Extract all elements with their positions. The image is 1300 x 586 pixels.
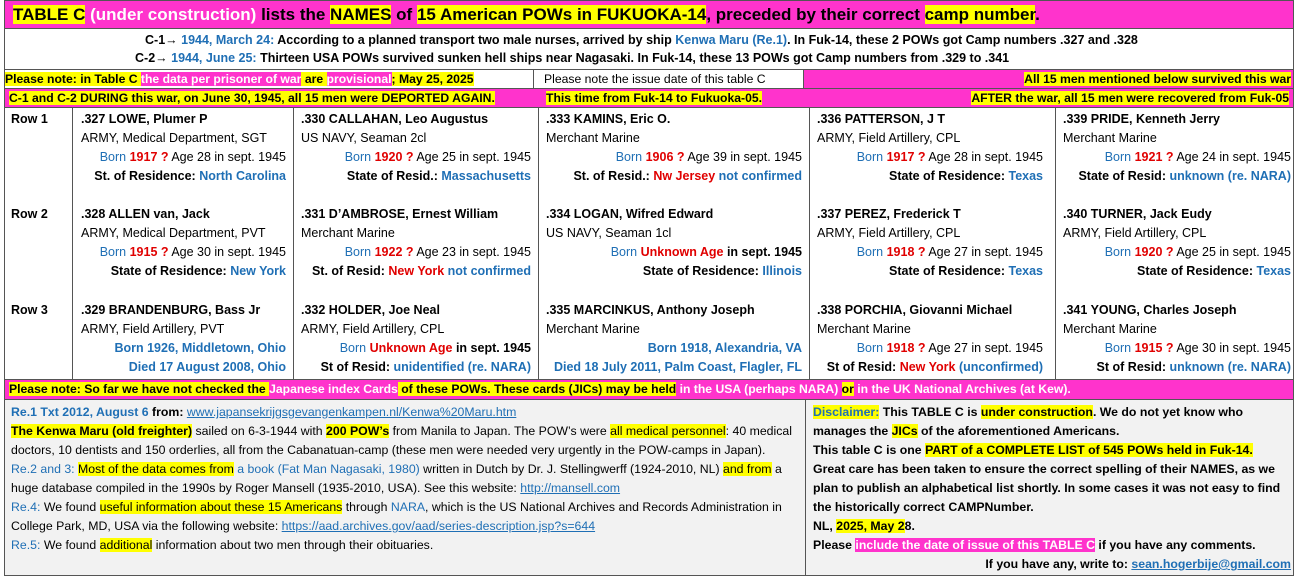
pow-residence: unidentified (re. NARA) — [393, 360, 531, 374]
pow-residence-line — [889, 262, 1043, 281]
pow-cell — [301, 205, 531, 285]
pow-cell — [817, 110, 1043, 190]
pow-born-year: 1917 ? — [886, 150, 926, 164]
ref-label: Re.1 Txt 2012, August 6 — [11, 405, 149, 419]
pow-name: .336 PATTERSON, J T — [817, 112, 946, 126]
pow-residence: Illinois — [762, 264, 802, 278]
pow-name: .340 TURNER, Jack Eudy — [1063, 207, 1212, 221]
pow-born-year: 1922 ? — [374, 245, 414, 259]
pow-cell — [546, 110, 802, 190]
intro-c1 — [145, 31, 1293, 49]
jic-text: Japanese index Cards — [269, 382, 398, 396]
ref-1b — [11, 422, 801, 460]
disclaimer-3 — [813, 460, 1291, 517]
row-label: Row 2 — [11, 207, 48, 221]
pow-residence-line — [643, 262, 802, 281]
pow-residence-label: State of Residence: — [889, 169, 1009, 183]
pow-unit: Merchant Marine — [546, 322, 640, 336]
pow-unit-line — [546, 224, 671, 243]
table-c-document — [4, 0, 1294, 576]
pow-born-line — [611, 243, 802, 262]
pow-cell — [817, 301, 1043, 381]
disclaimer-1 — [813, 403, 1291, 441]
pow-cell — [546, 301, 802, 381]
disclaimer — [813, 403, 1291, 574]
email-link[interactable]: sean.hogerbije@gmail.com — [1131, 557, 1291, 571]
deported-note: C-1 and C-2 DURING this war, on June 30, 1945, all 15 men were DEPORTED AGAIN. — [9, 91, 495, 105]
disclaimer-text: if you have any comments. — [1095, 538, 1256, 552]
title-names: NAMES — [330, 5, 392, 24]
pow-name: .332 HOLDER, Joe Neal — [301, 303, 440, 317]
ref-text: information about two men through their obituaries. — [152, 538, 434, 552]
disclaimer-text: include the date of issue of this TABLE C — [855, 538, 1095, 552]
pow-unit: ARMY, Field Artillery, CPL — [817, 226, 961, 240]
pow-born-year: 1906 ? — [645, 150, 685, 164]
note-text: provisional — [326, 72, 392, 86]
pow-cell — [81, 110, 286, 190]
pow-name: .338 PORCHIA, Giovanni Michael — [817, 303, 1013, 317]
page-title — [4, 0, 1294, 29]
pow-unit-line — [1063, 224, 1206, 243]
pow-unit-line — [81, 224, 266, 243]
ref-text: written in Dutch by Dr. J. Stellingwerff (1924-2010, NL) — [419, 462, 723, 476]
pow-residence: Massachusetts — [441, 169, 531, 183]
pow-residence: Texas — [1256, 264, 1291, 278]
pow-born: Born — [344, 245, 375, 259]
pow-born: Born — [1104, 150, 1135, 164]
pow-residence-label: St. of Resid.: — [573, 169, 654, 183]
pow-residence-line — [312, 262, 531, 281]
pow-residence-label: State of Resid.: — [346, 169, 442, 183]
pow-unit-line — [817, 224, 960, 243]
ref-text: , which is the US National Archives and Records Administration in College Park, MD, USA via the following website: — [11, 500, 782, 533]
pow-age: Age 30 in sept. 1945 — [168, 245, 286, 259]
column-divider — [293, 108, 294, 379]
ref-4 — [11, 498, 801, 536]
nara-link[interactable]: https://aad.archives.gov/aad/series-description.jsp?s=644 — [281, 519, 596, 533]
pow-name: .330 CALLAHAN, Leo Augustus — [301, 112, 489, 126]
note-bar-2-mid — [546, 89, 762, 107]
pow-born: Born — [856, 341, 887, 355]
pow-age: Age 27 in sept. 1945 — [925, 245, 1043, 259]
title-under-construction: (under construction) — [85, 5, 257, 24]
pow-residence-line — [94, 167, 286, 186]
disclaimer-date: 2025, May 2 — [836, 519, 905, 533]
c1-label: C-1→ — [145, 33, 182, 47]
pow-unit: US NAVY, Seaman 2cl — [301, 131, 427, 145]
pow-unit: ARMY, Medical Department, SGT — [81, 131, 267, 145]
ref-text: We found — [40, 500, 100, 514]
pow-cell — [1063, 205, 1291, 285]
pow-name-line — [1063, 301, 1236, 320]
pow-age: in sept. 1945 — [452, 341, 531, 355]
pow-name: .328 ALLEN van, Jack — [81, 207, 210, 221]
disclaimer-text: under construction — [980, 405, 1093, 419]
pow-age: Age 28 in sept. 1945 — [168, 150, 286, 164]
ref-text: Most of the data comes from — [78, 462, 234, 476]
pow-unit: ARMY, Field Artillery, PVT — [81, 322, 225, 336]
pow-cell — [1063, 110, 1291, 190]
references — [11, 403, 801, 555]
pow-unit-line — [546, 129, 640, 148]
pow-name-line — [817, 110, 945, 129]
title-pows: 15 American POWs in FUKUOKA-14 — [416, 5, 707, 24]
pow-born: Born — [610, 245, 641, 259]
pow-residence-line — [554, 358, 802, 377]
pow-born: Born — [856, 245, 887, 259]
pow-born-year: 1918 ? — [886, 341, 926, 355]
column-divider — [538, 108, 539, 379]
ref-text: useful information about these 15 Americans — [99, 500, 343, 514]
ref-text: a huge database compiled in the 1990s by Roger Mansell (1935-2010, USA). See this website: — [11, 462, 782, 495]
pow-residence-label: State of Residence: — [642, 264, 763, 278]
jic-note-bar — [4, 380, 1294, 400]
pow-age: Age 39 in sept. 1945 — [684, 150, 802, 164]
intro-c2 — [135, 49, 1293, 67]
pow-unit-line — [81, 129, 267, 148]
ref-text: from Manila to Japan. The POW’s were — [389, 424, 611, 438]
note-bar-2-left — [9, 89, 495, 107]
pow-age: Age 24 in sept. 1945 — [1173, 150, 1291, 164]
pow-name: .339 PRIDE, Kenneth Jerry — [1063, 112, 1221, 126]
note-bar-1-right — [803, 70, 1293, 88]
jic-text: or — [841, 382, 854, 396]
pow-name-line — [817, 205, 961, 224]
pow-residence-line — [1137, 262, 1291, 281]
pow-born-line — [1105, 243, 1291, 262]
disclaimer-text: JICs — [891, 424, 918, 438]
pow-residence: North Carolina — [199, 169, 286, 183]
pow-unit: Merchant Marine — [546, 131, 640, 145]
pow-unit-line — [81, 320, 224, 339]
pow-born-line — [1105, 339, 1291, 358]
pow-born-line — [100, 243, 286, 262]
c1-tail: . In Fuk-14, these 2 POWs got Camp numbers .327 and .328 — [787, 33, 1138, 47]
pow-residence: Died 18 July 2011, Palm Coast, Flagler, FL — [553, 360, 802, 374]
pow-residence-note: not confirmed — [715, 169, 802, 183]
ref-label: Re.2 and 3: — [11, 462, 75, 476]
pow-residence-label: St of Resid: — [320, 360, 394, 374]
pow-residence-line — [573, 167, 802, 186]
pow-unit: Merchant Marine — [817, 322, 911, 336]
pow-residence: New York — [230, 264, 286, 278]
pow-residence-line — [129, 358, 286, 377]
pow-age: in sept. 1945 — [723, 245, 802, 259]
note-text: are — [301, 72, 327, 86]
pow-residence: unknown (re. NARA) — [1169, 360, 1291, 374]
disclaimer-6 — [813, 555, 1291, 574]
pow-cell — [81, 205, 286, 285]
pow-unit-line — [1063, 320, 1157, 339]
pow-born: Born — [99, 150, 130, 164]
pow-residence-label: State of Residence: — [1137, 264, 1257, 278]
pow-unit-line — [301, 129, 426, 148]
note-text: the data per prisoner of war — [140, 72, 302, 86]
c1-text: According to a planned transport two male nurses, arrived by ship — [274, 33, 676, 47]
please-note-label: Please note: — [9, 382, 81, 396]
pow-cell — [1063, 301, 1291, 381]
disclaimer-text: of the aforementioned Americans. — [917, 424, 1120, 438]
pow-born-line — [648, 339, 802, 358]
pow-unit: ARMY, Field Artillery, CPL — [301, 322, 445, 336]
ref-text: sailed on 6-3-1944 with — [192, 424, 327, 438]
ref-text: all medical personnel — [610, 424, 726, 438]
pow-born-year: 1918 ? — [886, 245, 926, 259]
pow-born-line — [340, 339, 531, 358]
note-date: ; May 25, 2025 — [391, 72, 474, 86]
pow-born: Born — [1104, 245, 1135, 259]
pow-unit-line — [301, 320, 444, 339]
pow-name-line — [546, 110, 670, 129]
pow-residence: Died 17 August 2008, Ohio — [128, 360, 286, 374]
pow-residence: unknown (re. NARA) — [1169, 169, 1291, 183]
ref-text: The Kenwa Maru (old freighter) — [11, 424, 193, 438]
row-label: Row 3 — [11, 303, 48, 317]
note-bar-2 — [4, 89, 1294, 108]
pow-born: Born — [615, 150, 646, 164]
pow-residence-line — [827, 358, 1043, 377]
pow-cell — [817, 205, 1043, 285]
pow-name-line — [1063, 110, 1220, 129]
pow-unit-line — [301, 224, 395, 243]
references-section — [4, 400, 1294, 576]
survived-note: All 15 men mentioned below survived this war — [1024, 72, 1291, 86]
pow-born: Born 1926, Middletown, Ohio — [114, 341, 286, 355]
ref-text: a book (Fat Man Nagasaki, 1980) — [233, 462, 420, 476]
pow-born-line — [857, 148, 1043, 167]
pow-name-line — [81, 205, 210, 224]
pow-residence-label: State of Residence: — [889, 264, 1009, 278]
issue-date-note: Please note the issue date of this table C — [544, 72, 766, 86]
pow-residence: Nw Jersey — [653, 169, 716, 183]
c2-text: Thirteen USA POWs survived sunken hell ships near Nagasaki. In Fuk-14, these 13 POWs got Camp numbers from .329 to .341 — [256, 51, 1010, 65]
title-table-c: TABLE C — [13, 5, 86, 24]
pow-name: .331 D’AMBROSE, Ernest William — [301, 207, 499, 221]
intro-section — [4, 29, 1294, 70]
jic-text: of these POWs. These cards (JICs) may be held — [397, 382, 677, 396]
pow-born-line — [1105, 148, 1291, 167]
jic-text: So far we have not checked the — [80, 382, 270, 396]
pow-name-line — [546, 301, 755, 320]
pow-unit-line — [817, 320, 911, 339]
jic-text: in the UK National Archives (at Kew). — [853, 382, 1071, 396]
c2-label: C-2→ — [135, 51, 172, 65]
ref-text: NARA — [390, 500, 426, 514]
pow-unit: Merchant Marine — [1063, 322, 1157, 336]
pow-born: Born 1918, Alexandria, VA — [647, 341, 802, 355]
ref-text: 200 POW’s — [326, 424, 390, 438]
ref-1 — [11, 403, 801, 422]
disclaimer-text: 8. — [904, 519, 915, 533]
recovered-note: AFTER the war, all 15 men were recovered from Fuk-05 — [971, 91, 1289, 105]
pow-name-line — [546, 205, 713, 224]
pow-residence: Texas — [1008, 264, 1043, 278]
jic-text: in the USA (perhaps NARA) — [676, 382, 842, 396]
pow-age: Age 23 in sept. 1945 — [413, 245, 531, 259]
fuk05-note: This time from Fuk-14 to Fukuoka-05. — [546, 91, 763, 105]
mansell-link[interactable]: http://mansell.com — [520, 481, 621, 495]
pow-age: Age 25 in sept. 1945 — [1173, 245, 1291, 259]
disclaimer-text: . We do not yet know who manages the — [813, 405, 1244, 438]
disclaimer-text: If you have any, write to: — [985, 557, 1132, 571]
pow-name: .341 YOUNG, Charles Joseph — [1063, 303, 1237, 317]
pow-residence-line — [347, 167, 531, 186]
column-divider — [805, 400, 806, 575]
pow-residence-line — [889, 167, 1043, 186]
pow-table — [4, 108, 1294, 380]
pow-born-line — [857, 243, 1043, 262]
ref-5 — [11, 536, 801, 555]
pow-residence: New York — [388, 264, 445, 278]
pow-name: .333 KAMINS, Eric O. — [546, 112, 671, 126]
pow-name-line — [301, 205, 498, 224]
pow-born-year: 1917 ? — [129, 150, 169, 164]
pow-residence: Texas — [1008, 169, 1043, 183]
ref-label: Re.4: — [11, 500, 41, 514]
ref-2 — [11, 460, 801, 498]
ref-text: : 40 medical doctors, 10 dentists and 150 orderlies, all from the Cabanatuan-camp (these men were needed very urgently in the POW-camps in Japan). — [11, 424, 792, 457]
pow-name: .337 PEREZ, Frederick T — [817, 207, 961, 221]
pow-born-year: Unknown Age — [640, 245, 724, 259]
pow-residence: New York — [899, 360, 956, 374]
pow-unit: US NAVY, Seaman 1cl — [546, 226, 672, 240]
ref-text: through — [342, 500, 391, 514]
pow-residence-line — [111, 262, 286, 281]
pow-age: Age 25 in sept. 1945 — [413, 150, 531, 164]
pow-residence-note: not confirmed — [444, 264, 531, 278]
pow-residence-label: State of Residence: — [110, 264, 231, 278]
disclaimer-text: Please — [813, 538, 856, 552]
pow-name: .335 MARCINKUS, Anthony Joseph — [546, 303, 755, 317]
pow-born-year: 1921 ? — [1134, 150, 1174, 164]
pow-unit: Merchant Marine — [301, 226, 395, 240]
disclaimer-text: Great care has been taken to ensure the correct spelling of their NAMES, as we plan to publish an alphabetical list shortly. In some cases it was not easy to find the historically correct CAMPNumber. — [813, 462, 1281, 514]
ref-text: and from — [723, 462, 772, 476]
pow-born: Born — [344, 150, 375, 164]
pow-residence-line — [1078, 167, 1291, 186]
pow-name-line — [81, 110, 207, 129]
pow-residence-label: St. of Residence: — [94, 169, 200, 183]
column-divider — [1055, 108, 1056, 379]
disclaimer-text: This TABLE C is — [879, 405, 981, 419]
pow-unit-line — [817, 129, 960, 148]
row-label: Row 1 — [11, 112, 48, 126]
pow-born-year: 1915 ? — [1134, 341, 1174, 355]
pow-born-year: 1915 ? — [129, 245, 169, 259]
pow-name-line — [301, 110, 488, 129]
pow-born-line — [857, 339, 1043, 358]
pow-born-line — [100, 148, 286, 167]
note-bar-1 — [4, 70, 1294, 89]
please-note-label: Please note: — [5, 72, 77, 86]
pow-born: Born — [856, 150, 887, 164]
ref-text: from: — [148, 405, 187, 419]
pow-residence-note: (unconfirmed) — [955, 360, 1043, 374]
pow-residence-label: St of Resid: — [1096, 360, 1170, 374]
note-bar-1-mid — [533, 70, 803, 88]
pow-residence-label: St of Resid: — [826, 360, 900, 374]
title-text: of — [391, 5, 417, 24]
title-text: . — [1035, 5, 1040, 24]
pow-residence-label: State of Resid: — [1078, 169, 1170, 183]
disclaimer-4 — [813, 517, 1291, 536]
pow-born-year: 1920 ? — [1134, 245, 1174, 259]
column-divider — [72, 108, 73, 379]
pow-cell — [81, 301, 286, 381]
note-text: in Table C — [76, 72, 141, 86]
pow-name: .327 LOWE, Plumer P — [81, 112, 208, 126]
pow-born-line — [345, 243, 531, 262]
pow-unit: Merchant Marine — [1063, 131, 1157, 145]
title-text: , preceded by their correct — [706, 5, 925, 24]
pow-name-line — [1063, 205, 1212, 224]
pow-born-line — [345, 148, 531, 167]
pow-born-line — [114, 339, 286, 358]
pow-residence-label: St. of Resid: — [311, 264, 389, 278]
note-bar-1-left — [5, 70, 533, 88]
kenwa-maru-link[interactable]: www.japansekrijgsgevangenkampen.nl/Kenwa%20Maru.htm — [186, 405, 517, 419]
title-camp-number: camp number — [924, 5, 1036, 24]
note-bar-2-right — [971, 89, 1289, 107]
pow-born-line — [616, 148, 802, 167]
pow-name-line — [817, 301, 1012, 320]
pow-cell — [546, 205, 802, 285]
pow-cell — [301, 301, 531, 381]
ref-text: additional — [99, 538, 153, 552]
c1-date: 1944, March 24: — [181, 33, 275, 47]
pow-cell — [301, 110, 531, 190]
pow-born-year: 1920 ? — [374, 150, 414, 164]
disclaimer-text: PART of a COMPLETE LIST of 545 POWs held in Fuk-14. — [925, 443, 1253, 457]
title-text: lists the — [256, 5, 331, 24]
c2-date: 1944, June 25: — [171, 51, 257, 65]
disclaimer-2 — [813, 441, 1291, 460]
pow-born: Born — [339, 341, 370, 355]
disclaimer-5 — [813, 536, 1291, 555]
pow-name: .334 LOGAN, Wifred Edward — [546, 207, 714, 221]
disclaimer-label: Disclaimer: — [813, 405, 880, 419]
pow-residence-line — [321, 358, 531, 377]
pow-unit: ARMY, Field Artillery, CPL — [817, 131, 961, 145]
column-divider — [809, 108, 810, 379]
pow-age: Age 28 in sept. 1945 — [925, 150, 1043, 164]
ref-text: We found — [40, 538, 100, 552]
pow-age: Age 27 in sept. 1945 — [925, 341, 1043, 355]
pow-unit-line — [546, 320, 640, 339]
pow-name-line — [301, 301, 440, 320]
disclaimer-text: NL, — [813, 519, 837, 533]
pow-unit-line — [1063, 129, 1157, 148]
pow-born-year: Unknown Age — [369, 341, 453, 355]
pow-born: Born — [99, 245, 130, 259]
pow-born: Born — [1104, 341, 1135, 355]
pow-name-line — [81, 301, 260, 320]
c1-ship: Kenwa Maru (Re.1) — [675, 33, 788, 47]
pow-residence-line — [1097, 358, 1291, 377]
pow-age: Age 30 in sept. 1945 — [1173, 341, 1291, 355]
disclaimer-text: This table C is one — [813, 443, 926, 457]
pow-unit: ARMY, Medical Department, PVT — [81, 226, 266, 240]
ref-label: Re.5: — [11, 538, 41, 552]
pow-unit: ARMY, Field Artillery, CPL — [1063, 226, 1207, 240]
pow-name: .329 BRANDENBURG, Bass Jr — [81, 303, 261, 317]
